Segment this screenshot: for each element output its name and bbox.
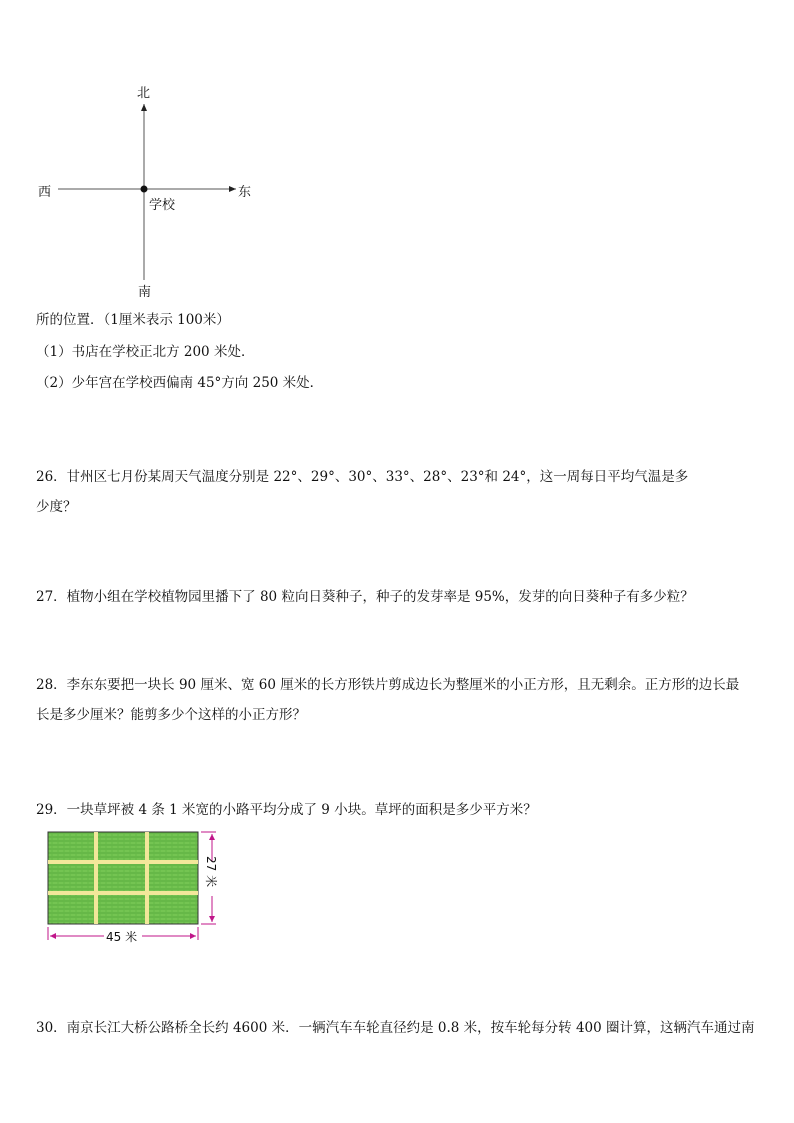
path-horizontal-2	[48, 891, 198, 895]
path-vertical-1	[94, 832, 98, 924]
lawn-width-label: 45 米	[106, 930, 138, 944]
q28-line-1: 28．李东东要把一块长 90 厘米、宽 60 厘米的长方形铁片剪成边长为整厘米的小正方形，且无剩余。正方形的边长最	[36, 677, 740, 693]
compass-svg	[30, 80, 260, 300]
east-label: 东	[238, 185, 252, 200]
question-27	[36, 582, 766, 612]
school-label: 学校	[149, 198, 176, 213]
path-horizontal-1	[48, 860, 198, 864]
q26-line-2: 少度？	[36, 499, 77, 515]
lawn-area	[48, 832, 198, 924]
q27-line-1: 27．植物小组在学校植物园里播下了 80 粒向日葵种子，种子的发芽率是 95%，发芽的向日葵种子有多少粒？	[36, 589, 694, 605]
question-29	[36, 795, 766, 825]
lawn-height-label: 27 米	[204, 856, 218, 888]
west-label: 西	[38, 185, 52, 200]
q29-line-1: 29．一块草坪被 4 条 1 米宽的小路平均分成了 9 小块。草坪的面积是多少平方米？	[36, 802, 537, 818]
question-26	[36, 462, 766, 522]
south-label: 南	[138, 285, 152, 300]
question-28	[36, 670, 766, 730]
lawn-figure	[40, 828, 230, 948]
q25-item-2: （2）少年宫在学校西偏南 45°方向 250 米处．	[36, 375, 324, 391]
q25-intro: 所的位置．（1厘米表示 100米）	[36, 312, 230, 328]
q30-line-1: 30．南京长江大桥公路桥全长约 4600 米．一辆汽车车轮直径约是 0.8 米，按车轮每分转 400 圈计算，这辆汽车通过南	[36, 1020, 755, 1036]
q25-item-1: （1）书店在学校正北方 200 米处．	[36, 344, 255, 360]
question-30	[36, 1013, 766, 1043]
q26-line-1: 26．甘州区七月份某周天气温度分别是 22°、29°、30°、33°、28°、23°和 24°，这一周每日平均气温是多	[36, 469, 689, 485]
q28-line-2: 长是多少厘米？能剪多少个这样的小正方形？	[36, 707, 306, 723]
path-vertical-2	[145, 832, 149, 924]
north-label: 北	[137, 86, 151, 101]
compass-diagram	[30, 80, 260, 300]
school-point	[141, 186, 148, 193]
